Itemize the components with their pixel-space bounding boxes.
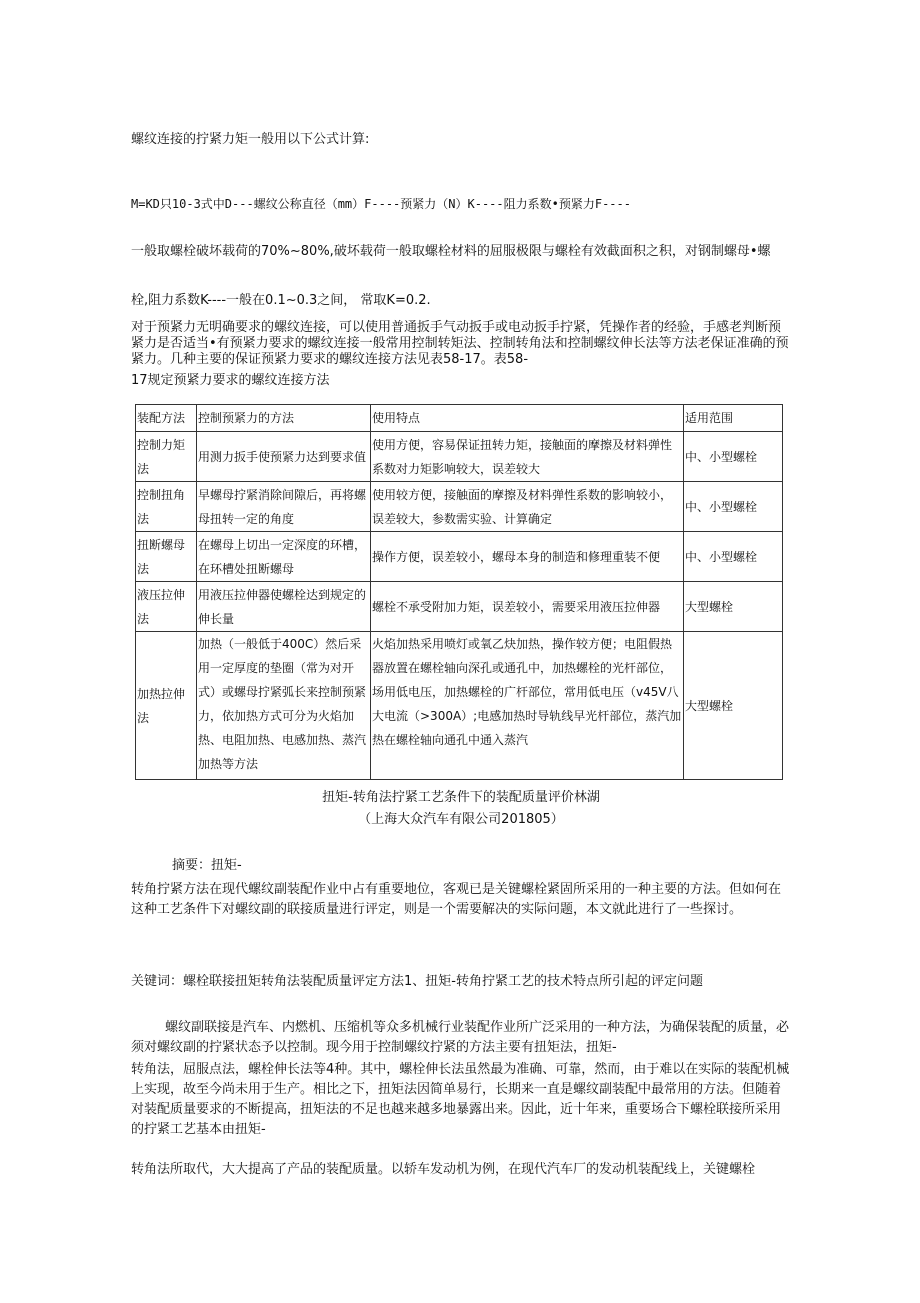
abstract-label: 摘要：扭矩-	[172, 858, 242, 873]
body-line3: 转角法所取代，大大提高了产品的装配质量。以轿车发动机为例，在现代汽车厂的发动机装配线上，关键螺栓	[131, 1162, 756, 1177]
features-cell: 火焰加热采用喷灯或氧乙炔加热，操作较方便；电阻假热器放置在螺栓轴向深孔或通孔中，加热螺栓的光杆部位，场用低电压，加热螺栓的广杆部位，常用低电压（v45V八大电流（>300A）;电感加热时导轨线早光杆部位，蒸汽加热在螺栓轴向通孔中通入蒸汽	[371, 632, 684, 780]
para2-text: 对于预紧力无明确要求的螺纹连接，可以使用普通扳手气动扳手或电动扳手拧紧，凭操作者的经验，手感老判断预紧力是否适当•有预紧力要求的螺纹连接一般常用控制转矩法、控制转角法和控制螺纹伸长法等方法老保证准确的预紧力。几种主要的保证预紧力要求的螺纹连接方法见表58-17。表58-	[131, 320, 789, 367]
article-title: 扭矩-转角法拧紧工艺条件下的装配质量评价林湖	[322, 790, 600, 805]
control-cell: 早螺母拧紧消除间隙后，再将螺母扭转一定的角度	[197, 482, 371, 532]
features-cell: 使用方便，容易保证扭转力矩，接触面的摩擦及材料弹性系数对力矩影响较大，误差较大	[371, 432, 684, 482]
body-line2: 转角法，屈服点法，螺栓伸长法等4种。其中，螺栓伸长法虽然最为准确、可靠，然而，由于难以在实际的装配机械上实现，故至今尚未用于生产。相比之下，扭矩法因简单易行，长期来一直是螺纹副装配中最常用的方法。但随着对装配质量要求的不断提高，扭矩法的不足也越来越多地暴露出来。因此，近十年来，重要场合下螺栓联接所采用的拧紧工艺基本由扭矩-	[131, 1062, 790, 1137]
table-row	[136, 532, 783, 582]
table-row	[136, 432, 783, 482]
method-cell: 扭断螺母法	[136, 532, 197, 582]
header-cell: 适用范围	[684, 405, 783, 432]
control-cell: 用液压拉伸器使螺栓达到规定的伸长量	[197, 582, 371, 632]
scope-cell: 大型螺栓	[684, 632, 783, 780]
header-cell: 使用特点	[371, 405, 684, 432]
table-header-row	[136, 405, 783, 432]
control-cell: 用测力扳手使预紧力达到要求值	[197, 432, 371, 482]
features-cell: 使用较方便，接触面的摩擦及材料弹性系数的影响较小，误差较大，参数需实验、计算确定	[371, 482, 684, 532]
article-affiliation: （上海大众汽车有限公司201805）	[358, 812, 564, 827]
method-cell: 控制扭角法	[136, 482, 197, 532]
scope-cell: 中、小型螺栓	[684, 482, 783, 532]
scope-cell: 中、小型螺栓	[684, 532, 783, 582]
table-row	[136, 632, 783, 780]
method-cell: 液压拉伸法	[136, 582, 197, 632]
keywords-line: 关键词：螺栓联接扭矩转角法装配质量评定方法1、扭矩-转角拧紧工艺的技术特点所引起的评定问题	[131, 974, 703, 989]
method-cell: 加热拉伸法	[136, 632, 197, 780]
header-cell: 控制预紧力的方法	[197, 405, 371, 432]
control-cell: 加热（一般低于400C）然后采用一定厚度的垫圈（常为对开式）或螺母拧紧弧长来控制预紧力，依加热方式可分为火焰加热、电阻加热、电感加热、蒸汽加热等方法	[197, 632, 371, 780]
intro-text: 螺纹连接的拧紧力矩一般用以下公式计算:	[131, 132, 370, 147]
formula-text: M=KD只10-3式中D---螺纹公称直径（mm）F----预紧力（N）K----阻力系数•预紧力F----	[131, 197, 631, 211]
features-cell: 操作方便，误差较小，螺母本身的制造和修理重装不便	[371, 532, 684, 582]
para1-line2: 栓,阻力系数K----一般在0.1~0.3之间， 常取K=0.2.	[131, 293, 431, 308]
scope-cell: 中、小型螺栓	[684, 432, 783, 482]
scope-cell: 大型螺栓	[684, 582, 783, 632]
table-row	[136, 482, 783, 532]
table-caption: 17规定预紧力要求的螺纹连接方法	[131, 373, 330, 388]
para1-line1: 一般取螺栓破坏载荷的70%~80%,破坏载荷一般取螺栓材料的屈服极限与螺栓有效截面积之积，对钢制螺母•螺	[131, 244, 771, 259]
body-line1: 螺纹副联接是汽车、内燃机、压缩机等众多机械行业装配作业所广泛采用的一种方法，为确保装配的质量，必须对螺纹副的拧紧状态予以控制。现今用于控制螺纹拧紧的方法主要有扭矩法，扭矩-	[131, 1020, 790, 1055]
spec-table	[135, 404, 783, 780]
method-cell: 控制力矩法	[136, 432, 197, 482]
table-row	[136, 582, 783, 632]
abstract-body: 转角拧紧方法在现代螺纹副装配作业中占有重要地位，客观已是关键螺栓紧固所采用的一种主要的方法。但如何在这种工艺条件下对螺纹副的联接质量进行评定，则是一个需要解决的实际问题，本文就此进行了一些探讨。	[131, 882, 782, 917]
control-cell: 在螺母上切出一定深度的环槽，在环槽处扭断螺母	[197, 532, 371, 582]
features-cell: 螺栓不承受附加力矩，误差较小，需要采用液压拉伸器	[371, 582, 684, 632]
header-cell: 装配方法	[136, 405, 197, 432]
